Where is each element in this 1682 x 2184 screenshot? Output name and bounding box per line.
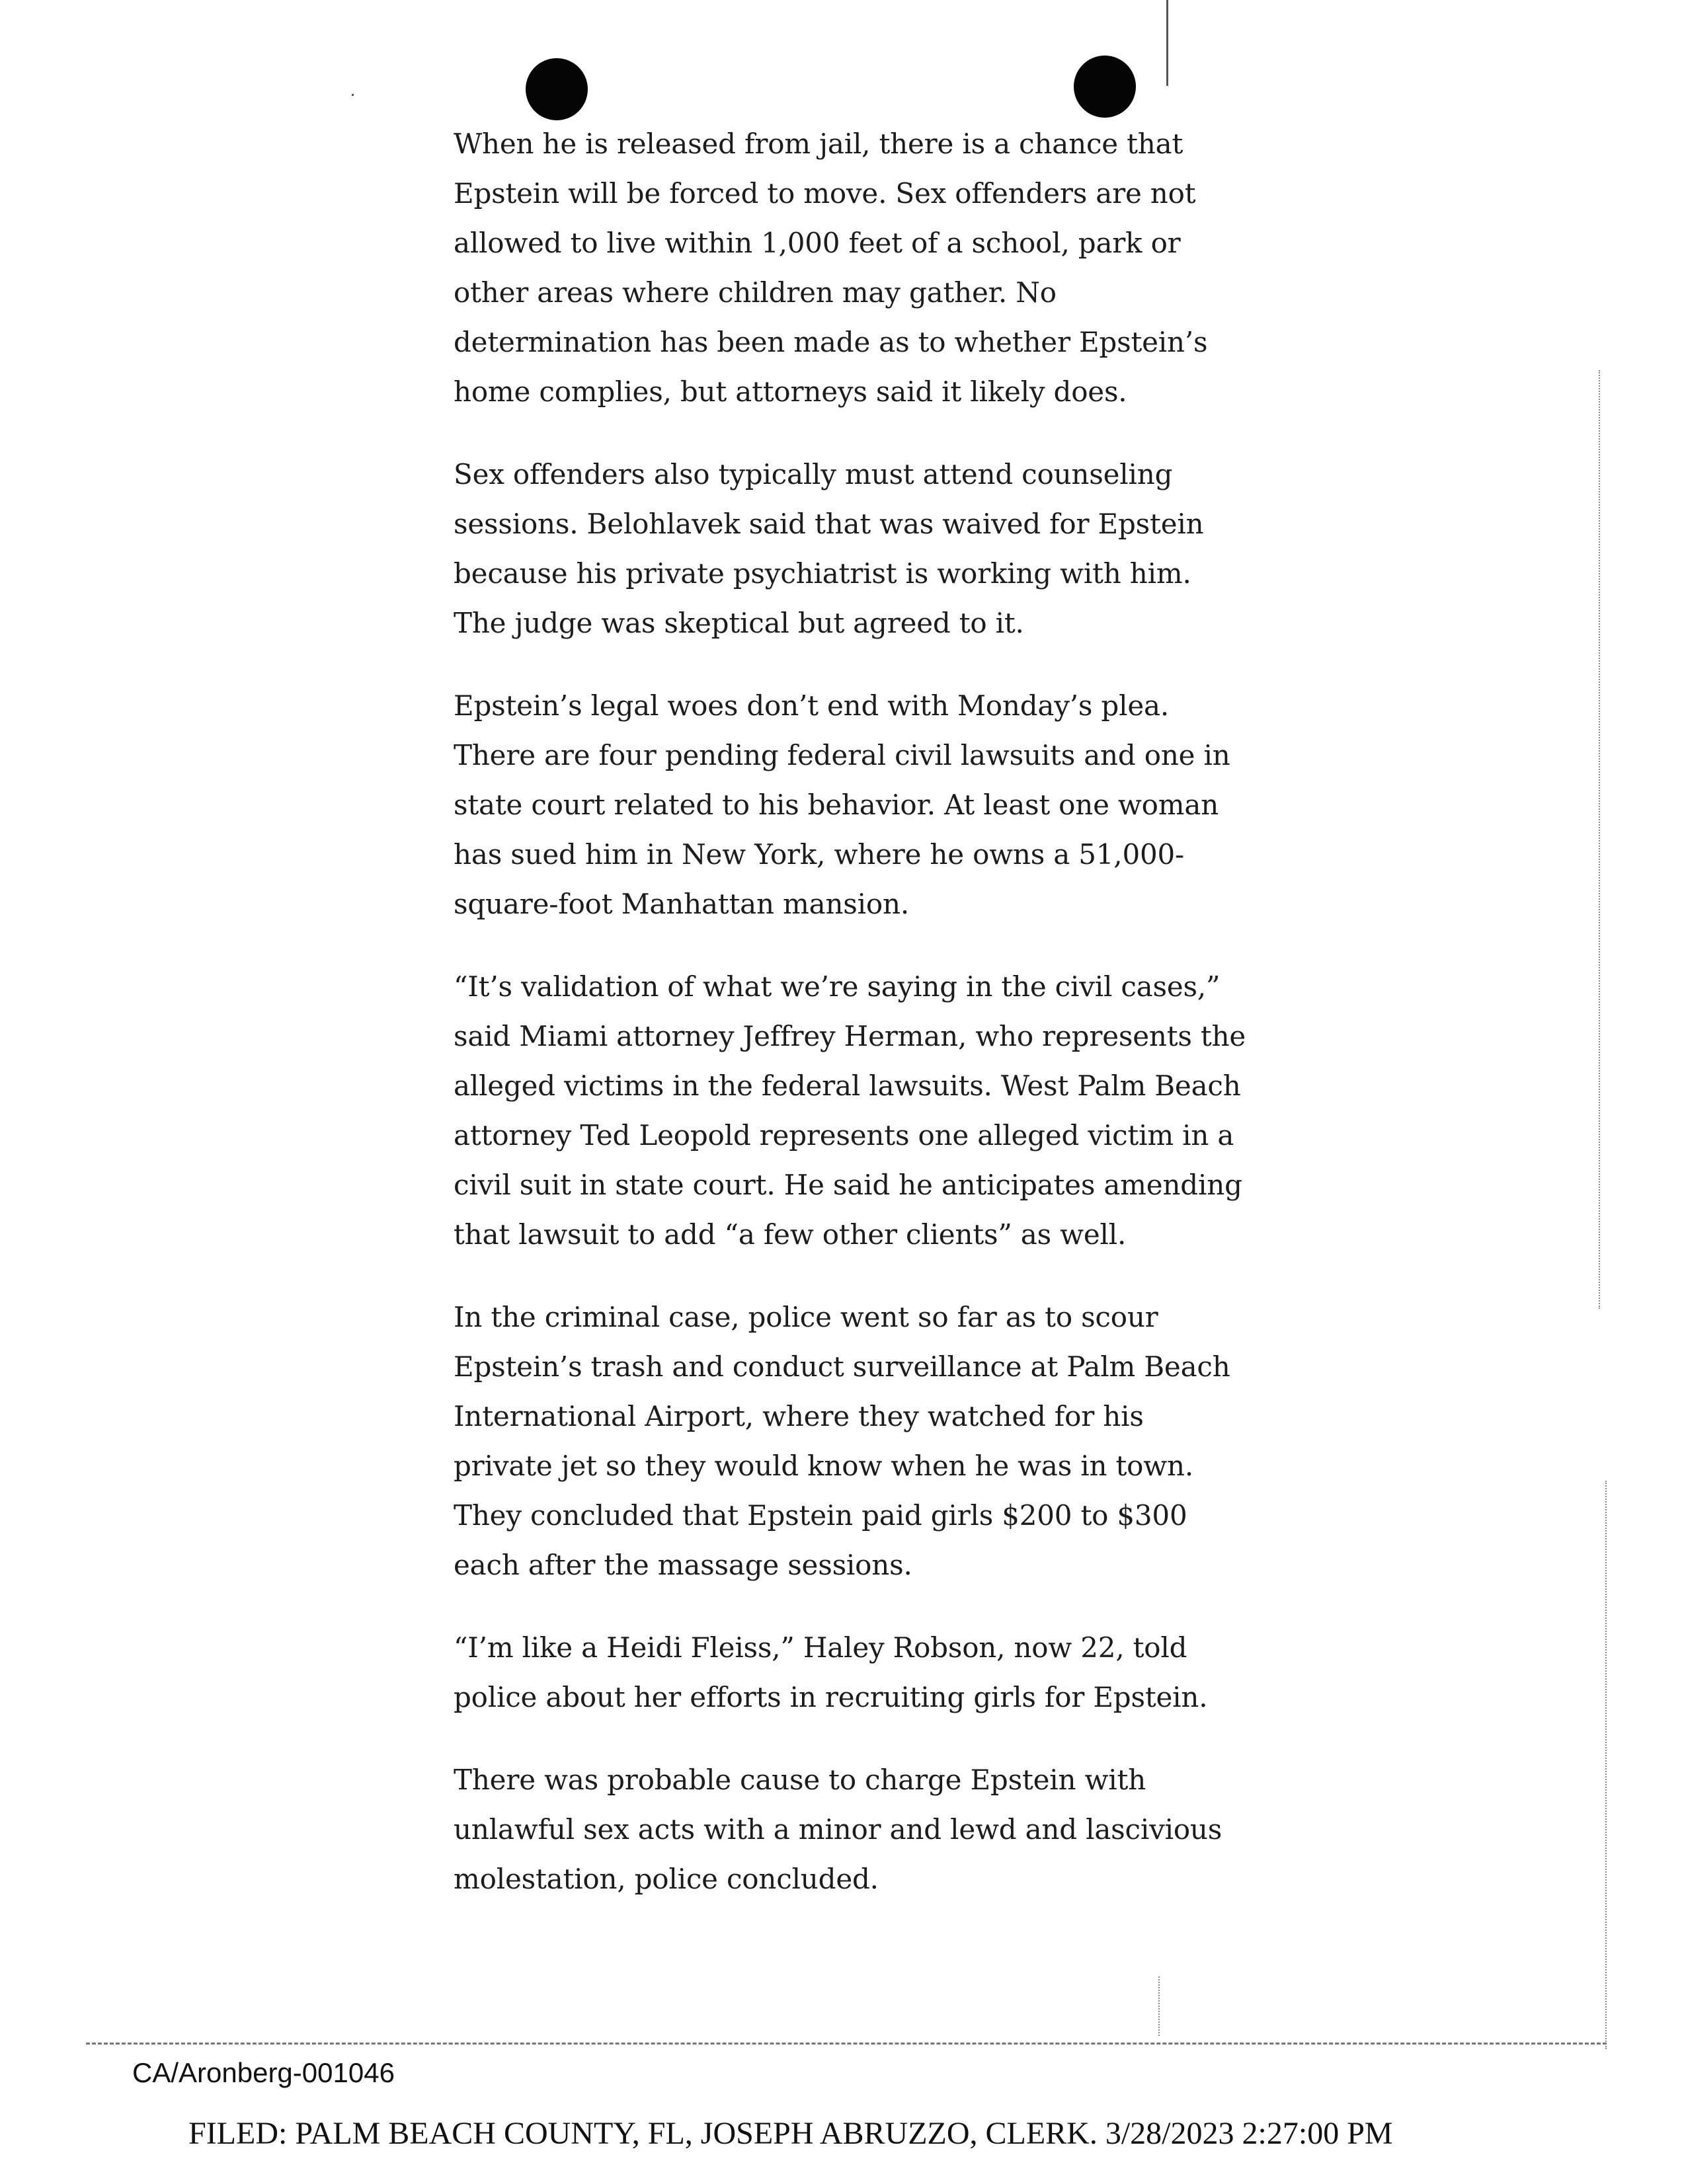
filed-stamp: FILED: PALM BEACH COUNTY, FL, JOSEPH ABRUZZO, CLERK. 3/28/2023 2:27:00 PM: [188, 2116, 1393, 2151]
article-paragraph: Epstein’s legal woes don’t end with Monday’s plea. There are four pending federal civil lawsuits and one in state court related to his behavior. At least one woman has sued him in New York, where he owns a 51,000-square-foot Manhattan mansion.: [454, 689, 1230, 920]
punch-hole-right: [1074, 56, 1136, 118]
article-paragraph: When he is released from jail, there is a chance that Epstein will be forced to move. Sex offenders are not allowed to live within 1,000 feet of a school, park or other areas where children may gather. No determination has been made as to whether Epstein’s home complies, but attorneys said it likely does.: [454, 128, 1208, 408]
scan-edge-artifact: [1158, 1976, 1161, 2036]
article-paragraph: There was probable cause to charge Epstein with unlawful sex acts with a minor and lewd and lascivious molestation, police concluded.: [454, 1764, 1222, 1895]
scan-artifact-line: [1166, 0, 1168, 86]
punch-hole-left: [526, 58, 588, 120]
scan-artifact-dot: [352, 94, 354, 96]
scan-edge-artifact: [1605, 1481, 1608, 2049]
article-paragraph: In the criminal case, police went so far as to scour Epstein’s trash and conduct surveillance at Palm Beach International Airport, where they watched for his private jet so they would know when he was in town. They concluded that Epstein paid girls $200 to $300 each after the massage sessions.: [454, 1301, 1230, 1581]
page-bottom-rule: [86, 2043, 1607, 2045]
article-paragraph: “It’s validation of what we’re saying in the civil cases,” said Miami attorney Jeffrey Herman, who represents the alleged victims in the federal lawsuits. West Palm Beach attorney Ted Leopold represents one alleged victim in a civil suit in state court. He said he anticipates amending that lawsuit to add “a few other clients” as well.: [454, 970, 1246, 1251]
article-paragraph: Sex offenders also typically must attend counseling sessions. Belohlavek said that was waived for Epstein because his private psychiatrist is working with him. The judge was skeptical but agreed to it.: [454, 458, 1204, 639]
article-paragraph: “I’m like a Heidi Fleiss,” Haley Robson, now 22, told police about her efforts in recruiting girls for Epstein.: [454, 1631, 1208, 1713]
bates-number: CA/Aronberg-001046: [132, 2057, 395, 2088]
article-body: [454, 119, 1247, 1937]
scan-edge-artifact: [1599, 370, 1601, 1309]
